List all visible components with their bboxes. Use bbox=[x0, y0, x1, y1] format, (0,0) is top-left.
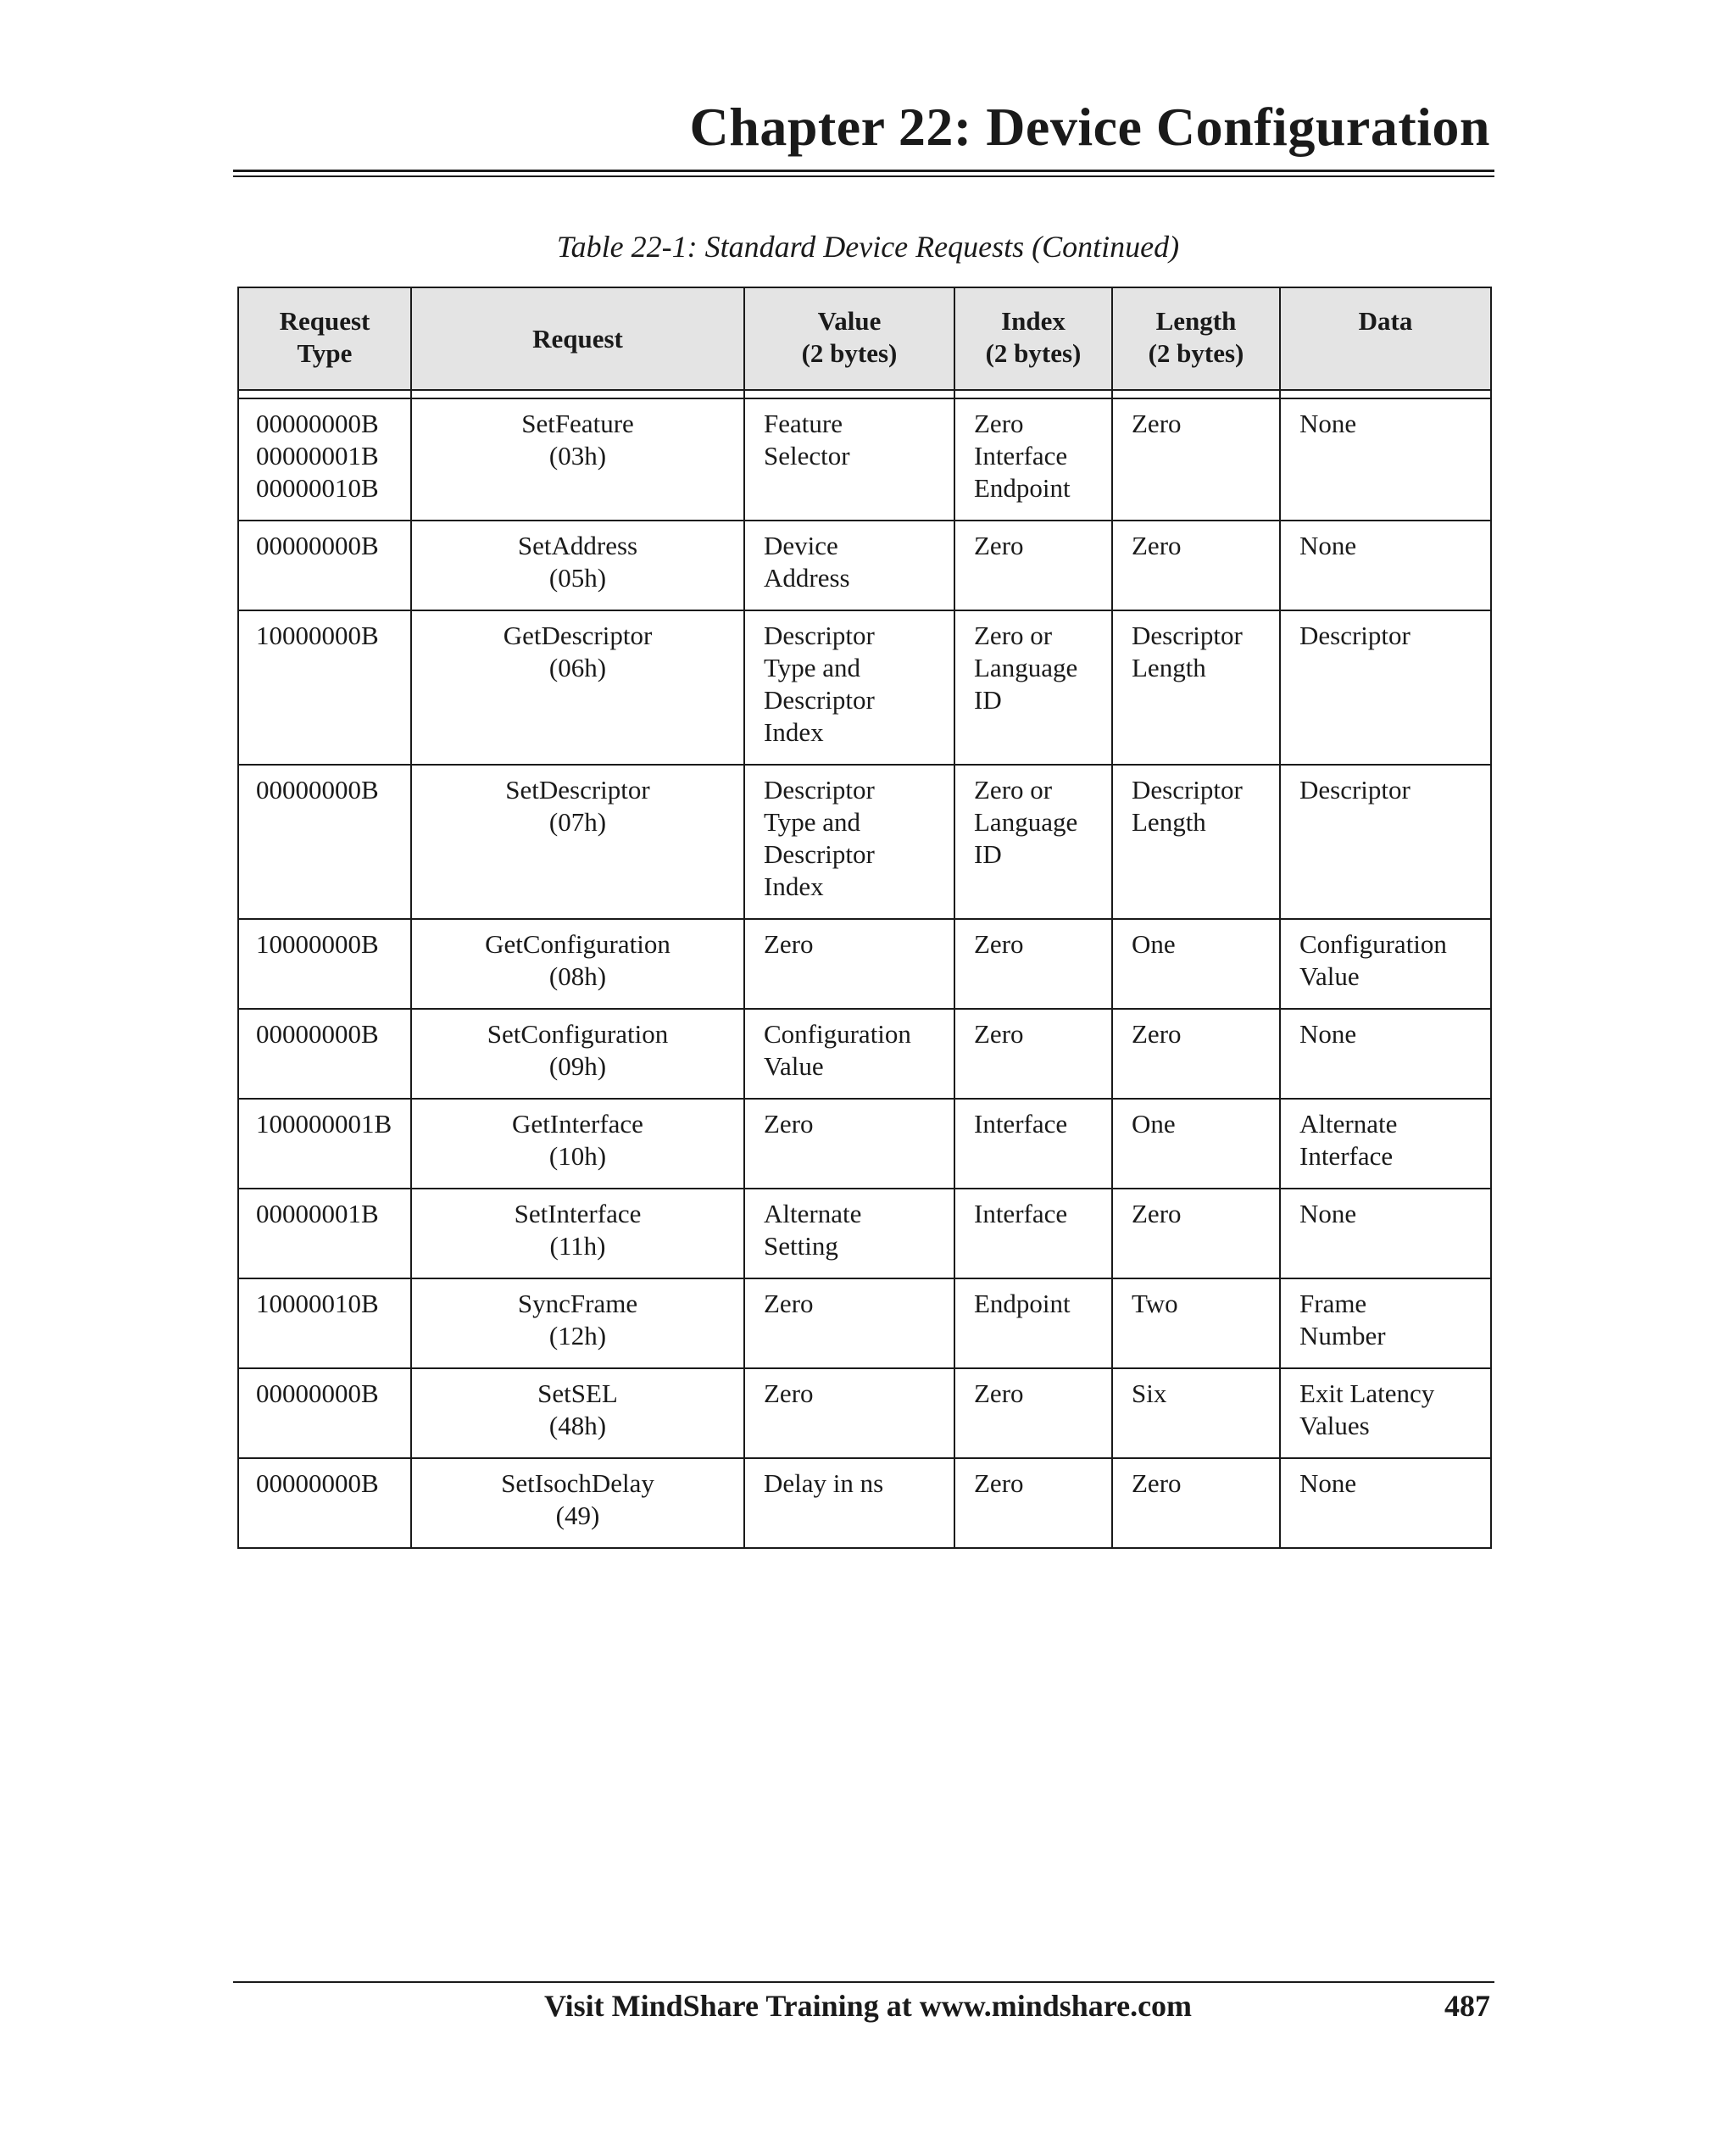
cell-line: Type and bbox=[764, 653, 861, 682]
page-number: 487 bbox=[1444, 1989, 1490, 2023]
cell-length bbox=[1112, 919, 1280, 1009]
cell-request-type bbox=[238, 1099, 411, 1189]
cell-index bbox=[954, 1458, 1112, 1548]
cell-request bbox=[411, 1278, 744, 1368]
cell-line: Alternate bbox=[764, 1199, 862, 1228]
cell-data bbox=[1280, 398, 1491, 521]
cell-line: 00000001B bbox=[256, 441, 379, 471]
header-separator bbox=[238, 390, 1491, 398]
cell-line: Interface bbox=[974, 1109, 1068, 1139]
cell-request-type bbox=[238, 521, 411, 610]
cell-request bbox=[411, 919, 744, 1009]
cell-line: GetConfiguration bbox=[485, 929, 670, 959]
cell-line: (10h) bbox=[548, 1141, 607, 1171]
cell-length bbox=[1112, 1189, 1280, 1278]
cell-request-type bbox=[238, 765, 411, 919]
cell-line: Alternate bbox=[1299, 1109, 1398, 1139]
cell-line: (11h) bbox=[549, 1231, 606, 1261]
cell-data bbox=[1280, 919, 1491, 1009]
cell-data bbox=[1280, 1368, 1491, 1458]
footer-rule bbox=[233, 1981, 1494, 1983]
table-row bbox=[238, 1368, 1491, 1458]
cell-line: Zero bbox=[1132, 409, 1182, 438]
cell-value bbox=[744, 1189, 954, 1278]
cell-line: Frame bbox=[1299, 1289, 1367, 1318]
cell-data bbox=[1280, 1189, 1491, 1278]
cell-line: 00000010B bbox=[256, 473, 379, 503]
cell-line: Descriptor bbox=[1299, 621, 1410, 650]
cell-index bbox=[954, 919, 1112, 1009]
cell-line: Zero or bbox=[974, 775, 1053, 805]
cell-index bbox=[954, 1099, 1112, 1189]
cell-index bbox=[954, 521, 1112, 610]
cell-length bbox=[1112, 398, 1280, 521]
cell-line: Descriptor bbox=[764, 775, 875, 805]
cell-line: Descriptor bbox=[764, 685, 875, 715]
cell-line: Descriptor bbox=[764, 621, 875, 650]
cell-request-type bbox=[238, 1189, 411, 1278]
table-row bbox=[238, 919, 1491, 1009]
cell-line: Value bbox=[764, 1051, 824, 1081]
cell-line: Descriptor bbox=[1299, 775, 1410, 805]
cell-index bbox=[954, 398, 1112, 521]
footer-text: Visit MindShare Training at www.mindshare.com bbox=[543, 1989, 1193, 2023]
cell-line: Zero bbox=[1132, 1468, 1182, 1498]
cell-request-type bbox=[238, 1368, 411, 1458]
table-row bbox=[238, 1278, 1491, 1368]
cell-line: Zero bbox=[974, 531, 1024, 560]
cell-data bbox=[1280, 610, 1491, 765]
cell-value bbox=[744, 1368, 954, 1458]
cell-line: Language bbox=[974, 807, 1078, 837]
table-caption: Table 22-1: Standard Device Requests (Continued) bbox=[556, 230, 1180, 264]
cell-line: Descriptor bbox=[764, 839, 875, 869]
cell-index bbox=[954, 1189, 1112, 1278]
cell-line: (08h) bbox=[548, 961, 607, 991]
cell-line: Exit Latency bbox=[1299, 1378, 1435, 1408]
cell-index bbox=[954, 610, 1112, 765]
cell-line: Values bbox=[1299, 1411, 1370, 1440]
cell-value bbox=[744, 1099, 954, 1189]
cell-line: 00000000B bbox=[256, 1019, 379, 1049]
cell-request-type bbox=[238, 398, 411, 521]
cell-line: 00000000B bbox=[256, 409, 379, 438]
cell-request-type bbox=[238, 1009, 411, 1099]
cell-length bbox=[1112, 765, 1280, 919]
cell-line: Device bbox=[764, 531, 838, 560]
cell-line: Zero bbox=[764, 1289, 814, 1318]
cell-line: Configuration bbox=[1299, 929, 1447, 959]
column-header-data: Data bbox=[1280, 287, 1491, 390]
cell-line: Endpoint bbox=[974, 473, 1071, 503]
table-row bbox=[238, 1189, 1491, 1278]
cell-data bbox=[1280, 1099, 1491, 1189]
cell-line: Delay in ns bbox=[764, 1468, 884, 1498]
cell-request bbox=[411, 765, 744, 919]
cell-line: (07h) bbox=[548, 807, 607, 837]
cell-line: GetInterface bbox=[512, 1109, 643, 1139]
cell-line: Address bbox=[764, 563, 850, 593]
cell-data bbox=[1280, 1009, 1491, 1099]
column-header-request-type: Request Type bbox=[238, 287, 411, 390]
table-row bbox=[238, 1099, 1491, 1189]
cell-data bbox=[1280, 765, 1491, 919]
cell-length bbox=[1112, 1278, 1280, 1368]
cell-request bbox=[411, 521, 744, 610]
cell-line: One bbox=[1132, 929, 1176, 959]
cell-line: Zero bbox=[764, 929, 814, 959]
cell-line: Configuration bbox=[764, 1019, 911, 1049]
cell-line: Endpoint bbox=[974, 1289, 1071, 1318]
cell-request-type bbox=[238, 1458, 411, 1548]
cell-line: None bbox=[1299, 409, 1357, 438]
cell-line: GetDescriptor bbox=[503, 621, 653, 650]
cell-line: None bbox=[1299, 1199, 1357, 1228]
column-header-index: Index (2 bytes) bbox=[954, 287, 1112, 390]
cell-length bbox=[1112, 1458, 1280, 1548]
cell-line: None bbox=[1299, 1019, 1357, 1049]
cell-line: 10000010B bbox=[256, 1289, 379, 1318]
table-row bbox=[238, 610, 1491, 765]
table-row bbox=[238, 765, 1491, 919]
cell-value bbox=[744, 521, 954, 610]
cell-line: SetAddress bbox=[517, 531, 638, 560]
cell-line: (06h) bbox=[548, 653, 607, 682]
table-row bbox=[238, 1009, 1491, 1099]
cell-line: Zero bbox=[1132, 531, 1182, 560]
cell-line: SetInterface bbox=[514, 1199, 642, 1228]
table-row bbox=[238, 398, 1491, 521]
cell-length bbox=[1112, 1099, 1280, 1189]
cell-line: Zero bbox=[974, 929, 1024, 959]
cell-line: (48h) bbox=[548, 1411, 607, 1440]
standard-device-requests-table bbox=[237, 287, 1492, 1549]
cell-value bbox=[744, 1458, 954, 1548]
cell-line: 00000000B bbox=[256, 775, 379, 805]
cell-line: Zero bbox=[1132, 1019, 1182, 1049]
cell-value bbox=[744, 398, 954, 521]
cell-line: 00000001B bbox=[256, 1199, 379, 1228]
cell-length bbox=[1112, 1009, 1280, 1099]
cell-request-type bbox=[238, 1278, 411, 1368]
cell-index bbox=[954, 1009, 1112, 1099]
table-row bbox=[238, 1458, 1491, 1548]
cell-line: Length bbox=[1132, 653, 1206, 682]
cell-line: Language bbox=[974, 653, 1078, 682]
cell-request bbox=[411, 1189, 744, 1278]
cell-line: Zero bbox=[974, 1378, 1024, 1408]
cell-line: Zero bbox=[764, 1109, 814, 1139]
cell-value bbox=[744, 765, 954, 919]
cell-line: Value bbox=[1299, 961, 1360, 991]
cell-index bbox=[954, 765, 1112, 919]
cell-data bbox=[1280, 1278, 1491, 1368]
cell-line: None bbox=[1299, 1468, 1357, 1498]
cell-line: (12h) bbox=[548, 1321, 607, 1350]
cell-line: (09h) bbox=[548, 1051, 607, 1081]
chapter-title: Chapter 22: Device Configuration bbox=[689, 97, 1490, 157]
cell-line: (49) bbox=[555, 1501, 600, 1530]
cell-request-type bbox=[238, 610, 411, 765]
cell-line: SetConfiguration bbox=[487, 1019, 669, 1049]
cell-data bbox=[1280, 521, 1491, 610]
cell-line: Type and bbox=[764, 807, 861, 837]
cell-line: Interface bbox=[974, 1199, 1068, 1228]
column-header-request: Request bbox=[411, 287, 744, 390]
cell-line: 10000000B bbox=[256, 621, 379, 650]
cell-line: 100000001B bbox=[256, 1109, 392, 1139]
cell-index bbox=[954, 1368, 1112, 1458]
cell-line: Interface bbox=[1299, 1141, 1394, 1171]
cell-line: ID bbox=[974, 839, 1002, 869]
cell-line: Length bbox=[1132, 807, 1206, 837]
cell-line: Zero bbox=[974, 409, 1024, 438]
cell-line: Zero or bbox=[974, 621, 1053, 650]
table-header-row bbox=[238, 287, 1491, 390]
cell-line: 00000000B bbox=[256, 1378, 379, 1408]
cell-line: Zero bbox=[1132, 1199, 1182, 1228]
cell-value bbox=[744, 610, 954, 765]
cell-line: Two bbox=[1132, 1289, 1178, 1318]
cell-line: Number bbox=[1299, 1321, 1386, 1350]
cell-line: SetDescriptor bbox=[505, 775, 650, 805]
cell-line: 10000000B bbox=[256, 929, 379, 959]
cell-value bbox=[744, 1278, 954, 1368]
cell-line: SetFeature bbox=[521, 409, 634, 438]
cell-line: (05h) bbox=[548, 563, 607, 593]
cell-line: Zero bbox=[974, 1019, 1024, 1049]
cell-line: Selector bbox=[764, 441, 850, 471]
header-rule-thin bbox=[233, 175, 1494, 177]
cell-line: SyncFrame bbox=[517, 1289, 638, 1318]
cell-line: SetSEL bbox=[537, 1378, 618, 1408]
cell-line: ID bbox=[974, 685, 1002, 715]
cell-line: Setting bbox=[764, 1231, 838, 1261]
cell-data bbox=[1280, 1458, 1491, 1548]
cell-line: Feature bbox=[764, 409, 843, 438]
cell-line: None bbox=[1299, 531, 1357, 560]
cell-value bbox=[744, 919, 954, 1009]
column-header-value: Value (2 bytes) bbox=[744, 287, 954, 390]
cell-line: Zero bbox=[764, 1378, 814, 1408]
cell-request bbox=[411, 1099, 744, 1189]
cell-line: One bbox=[1132, 1109, 1176, 1139]
cell-line: Six bbox=[1132, 1378, 1167, 1408]
cell-request-type bbox=[238, 919, 411, 1009]
table-row bbox=[238, 521, 1491, 610]
cell-line: Zero bbox=[974, 1468, 1024, 1498]
cell-line: Descriptor bbox=[1132, 621, 1243, 650]
cell-length bbox=[1112, 521, 1280, 610]
cell-value bbox=[744, 1009, 954, 1099]
cell-line: 00000000B bbox=[256, 1468, 379, 1498]
cell-line: SetIsochDelay bbox=[501, 1468, 654, 1498]
cell-request bbox=[411, 1009, 744, 1099]
header-rule-thick bbox=[233, 170, 1494, 172]
cell-length bbox=[1112, 610, 1280, 765]
column-header-length: Length (2 bytes) bbox=[1112, 287, 1280, 390]
cell-request bbox=[411, 1368, 744, 1458]
cell-line: Descriptor bbox=[1132, 775, 1243, 805]
cell-request bbox=[411, 1458, 744, 1548]
cell-line: Interface bbox=[974, 441, 1068, 471]
table-body bbox=[238, 390, 1491, 1548]
cell-line: Index bbox=[764, 717, 824, 747]
cell-line: Index bbox=[764, 872, 824, 901]
cell-line: 00000000B bbox=[256, 531, 379, 560]
cell-index bbox=[954, 1278, 1112, 1368]
cell-request bbox=[411, 398, 744, 521]
cell-line: (03h) bbox=[548, 441, 607, 471]
cell-request bbox=[411, 610, 744, 765]
cell-length bbox=[1112, 1368, 1280, 1458]
